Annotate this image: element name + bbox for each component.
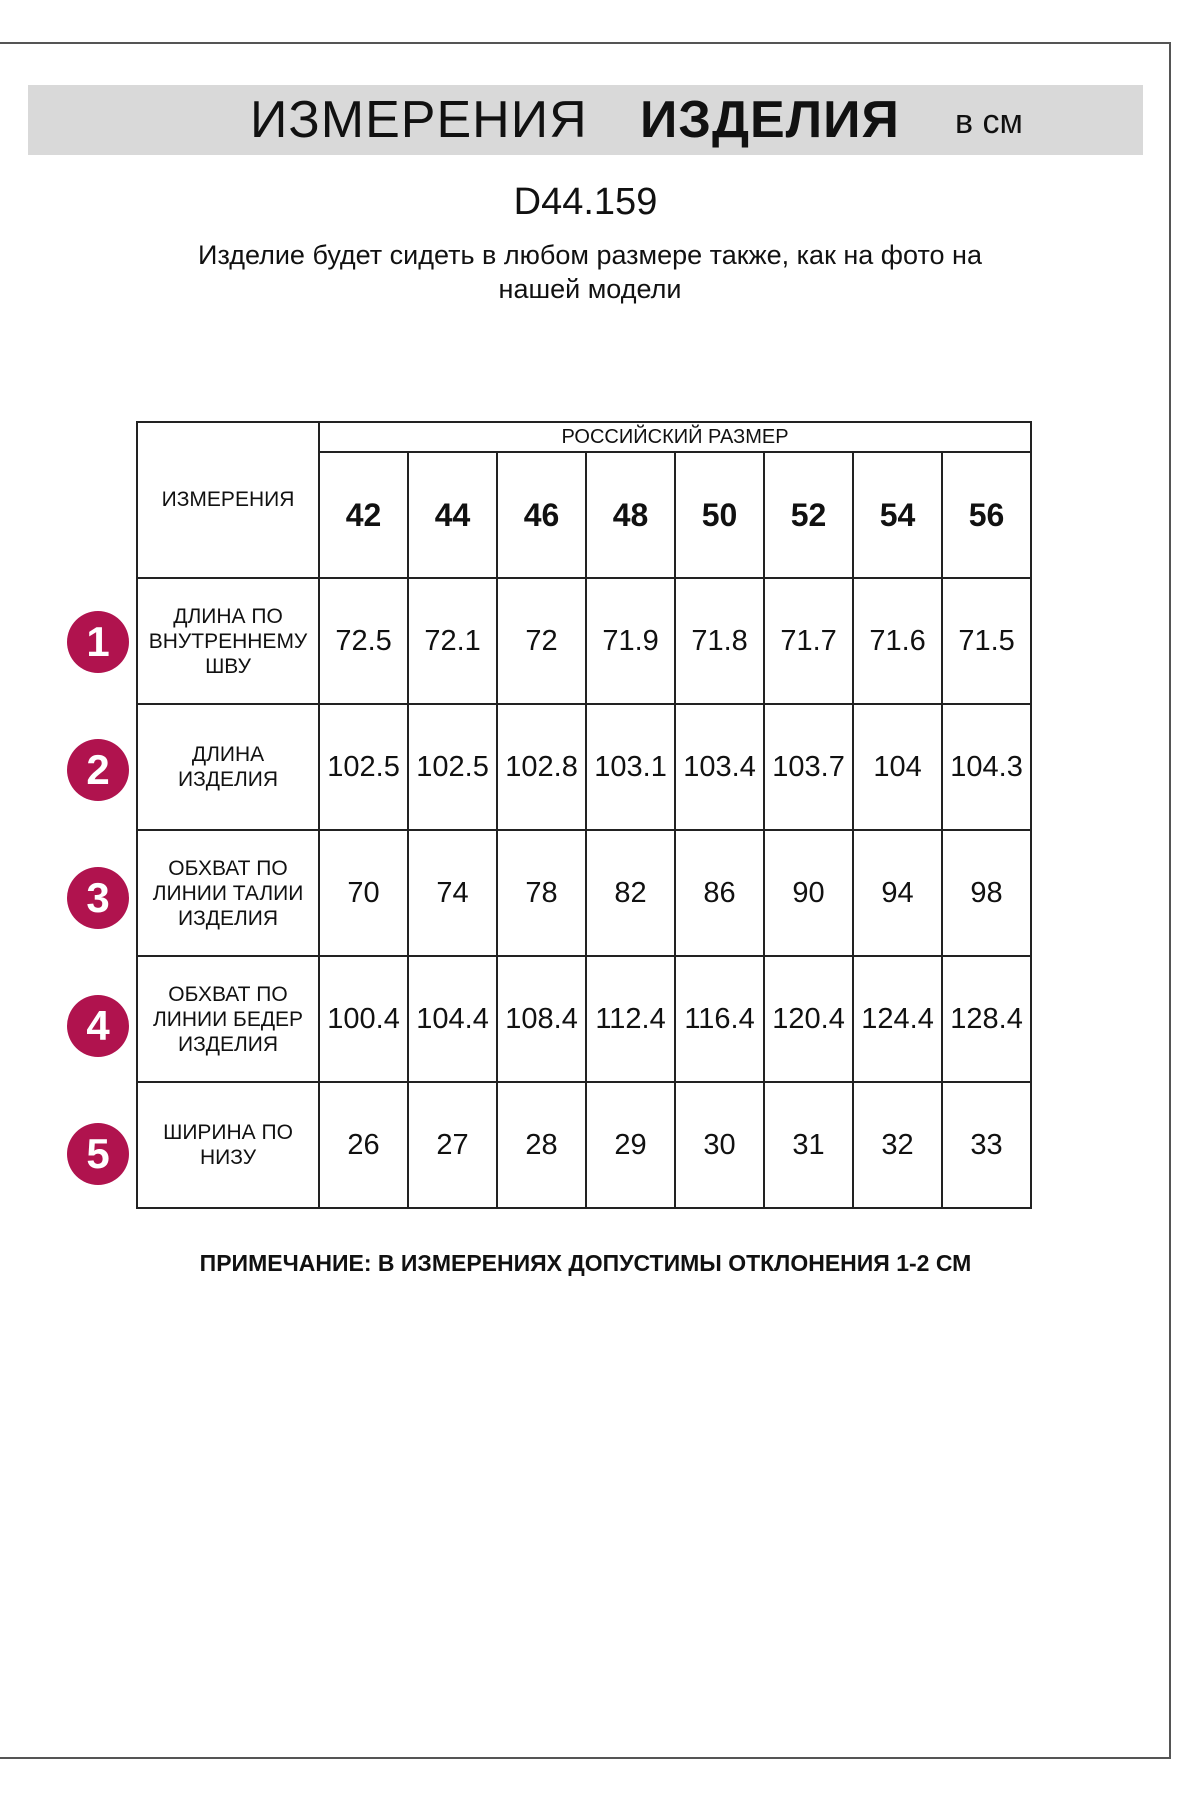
value-cell: 120.4: [764, 956, 853, 1082]
value-cell: 70: [319, 830, 408, 956]
value-cell: 94: [853, 830, 942, 956]
size-chart-table: [136, 421, 1032, 1209]
value-cell: 26: [319, 1082, 408, 1208]
row-label: ДЛИНА ИЗДЕЛИЯ: [137, 704, 319, 830]
value-cell: 71.9: [586, 578, 675, 704]
size-header: 54: [853, 452, 942, 578]
value-cell: 103.4: [675, 704, 764, 830]
value-cell: 74: [408, 830, 497, 956]
value-cell: 102.5: [319, 704, 408, 830]
measure-column-header: ИЗМЕРЕНИЯ: [137, 422, 319, 578]
value-cell: 31: [764, 1082, 853, 1208]
value-cell: 29: [586, 1082, 675, 1208]
size-header: 56: [942, 452, 1031, 578]
value-cell: 32: [853, 1082, 942, 1208]
value-cell: 72.5: [319, 578, 408, 704]
value-cell: 104: [853, 704, 942, 830]
value-cell: 86: [675, 830, 764, 956]
row-label: ШИРИНА ПО НИЗУ: [137, 1082, 319, 1208]
number-badge-1: 1: [67, 611, 129, 673]
value-cell: 71.5: [942, 578, 1031, 704]
size-group-header: РОССИЙСКИЙ РАЗМЕР: [319, 422, 1031, 452]
value-cell: 103.7: [764, 704, 853, 830]
page-title-bold: ИЗДЕЛИЯ: [640, 91, 900, 149]
row-label: ДЛИНА ПО ВНУТРЕННЕМУ ШВУ: [137, 578, 319, 704]
tolerance-note: ПРИМЕЧАНИЕ: В ИЗМЕРЕНИЯХ ДОПУСТИМЫ ОТКЛОНЕНИЯ 1-2 СМ: [199, 1250, 972, 1276]
row-label: ОБХВАТ ПО ЛИНИИ БЕДЕР ИЗДЕЛИЯ: [137, 956, 319, 1082]
table-header-row: [137, 422, 1031, 452]
value-cell: 33: [942, 1082, 1031, 1208]
value-cell: 90: [764, 830, 853, 956]
size-header: 44: [408, 452, 497, 578]
value-cell: 108.4: [497, 956, 586, 1082]
value-cell: 102.5: [408, 704, 497, 830]
fit-description: Изделие будет сидеть в любом размере также, как на фото на нашей модели: [198, 240, 982, 304]
value-cell: 112.4: [586, 956, 675, 1082]
value-cell: 72.1: [408, 578, 497, 704]
value-cell: 71.6: [853, 578, 942, 704]
number-badge-4: 4: [67, 995, 129, 1057]
value-cell: 128.4: [942, 956, 1031, 1082]
value-cell: 103.1: [586, 704, 675, 830]
size-header: 42: [319, 452, 408, 578]
size-header: 50: [675, 452, 764, 578]
table-row: [137, 830, 1031, 956]
value-cell: 71.8: [675, 578, 764, 704]
table-row: [137, 956, 1031, 1082]
size-header: 52: [764, 452, 853, 578]
table-row: [137, 578, 1031, 704]
value-cell: 72: [497, 578, 586, 704]
unit-label: в см: [955, 103, 1023, 141]
page-title-regular: ИЗМЕРЕНИЯ: [250, 91, 588, 149]
value-cell: 30: [675, 1082, 764, 1208]
number-badge-3: 3: [67, 867, 129, 929]
value-cell: 98: [942, 830, 1031, 956]
value-cell: 124.4: [853, 956, 942, 1082]
table-row: [137, 1082, 1031, 1208]
number-badge-2: 2: [67, 739, 129, 801]
size-header: 46: [497, 452, 586, 578]
article-number: D44.159: [513, 181, 658, 223]
value-cell: 104.4: [408, 956, 497, 1082]
value-cell: 82: [586, 830, 675, 956]
value-cell: 28: [497, 1082, 586, 1208]
size-header: 48: [586, 452, 675, 578]
value-cell: 27: [408, 1082, 497, 1208]
value-cell: 100.4: [319, 956, 408, 1082]
value-cell: 116.4: [675, 956, 764, 1082]
value-cell: 71.7: [764, 578, 853, 704]
number-badge-5: 5: [67, 1123, 129, 1185]
value-cell: 104.3: [942, 704, 1031, 830]
value-cell: 102.8: [497, 704, 586, 830]
table-row: [137, 704, 1031, 830]
value-cell: 78: [497, 830, 586, 956]
row-label: ОБХВАТ ПО ЛИНИИ ТАЛИИ ИЗДЕЛИЯ: [137, 830, 319, 956]
